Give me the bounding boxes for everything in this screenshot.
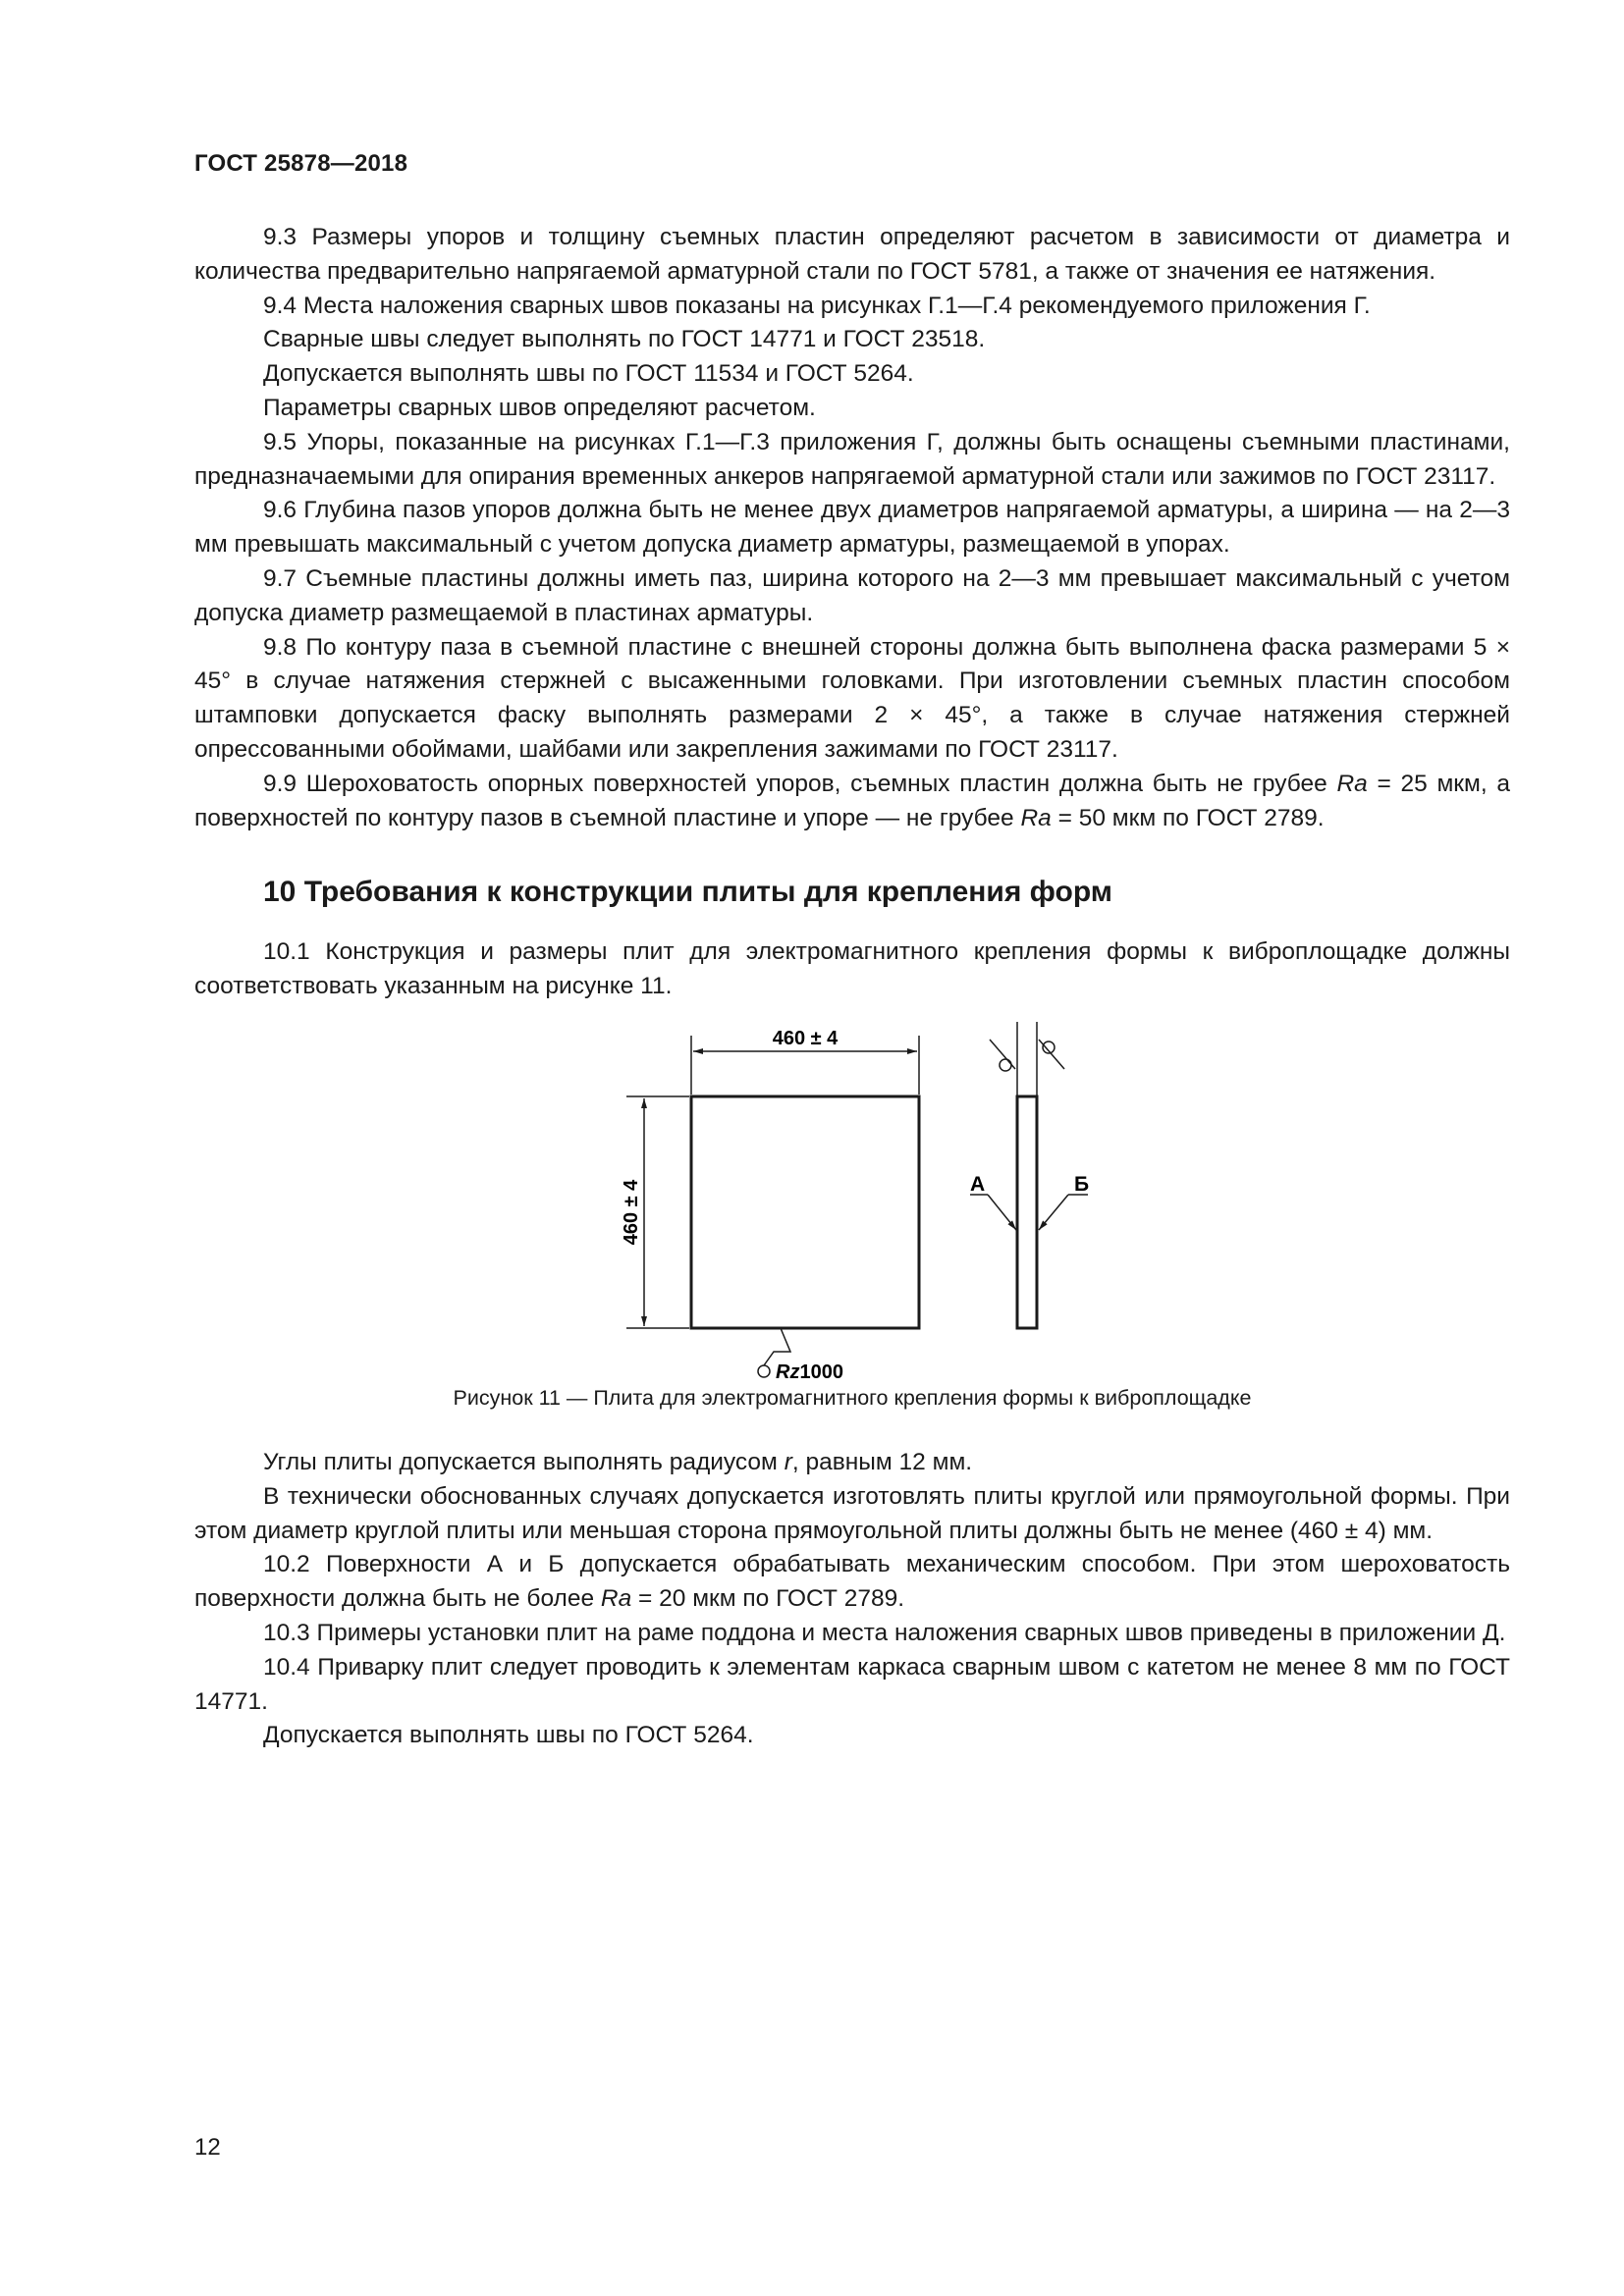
paragraph-10-2: 10.2 Поверхности А и Б допускается обрабатывать механическим способом. При этом шероховатость поверхности должна быть не более Ra = 20 мкм по ГОСТ 2789. xyxy=(194,1551,1510,1613)
paragraph-10-4: 10.4 Приварку плит следует проводить к элементам каркаса сварным швом с катетом не менее 8 мм по ГОСТ 14771. xyxy=(194,1653,1510,1715)
roughness-rz: Rz xyxy=(776,1361,800,1383)
surface-mark-left-icon xyxy=(1000,1059,1011,1071)
surface-label-a: А xyxy=(970,1172,986,1196)
page-content xyxy=(194,221,1510,1753)
plate-front-view xyxy=(691,1096,919,1328)
paragraph-welds-allowed: Допускается выполнять швы по ГОСТ 11534 и ГОСТ 5264. xyxy=(263,360,914,388)
paragraph-9-6: 9.6 Глубина пазов упоров должна быть не менее двух диаметров напрягаемой арматуры, а ширина — на 2—3 мм превышать максимальный с учетом допуска диаметр арматуры, размещаемой в упорах. xyxy=(194,497,1510,559)
figure-11-caption: Рисунок 11 — Плита для электромагнитного крепления формы к виброплощадке xyxy=(453,1385,1252,1410)
leader-b-arrow xyxy=(1039,1195,1068,1230)
paragraph-9-8: 9.8 По контуру паза в съемной пластине с внешней стороны должна быть выполнена фаска размерами 5 × 45° в случае натяжения стержней с высаженными головками. При изготовлении съемных пластин способом штамповки допускается фаску выполнять размерами 2 × 45°, а также в случае натяжения стержней опрессованными обоймами, шайбами или закрепления зажимами по ГОСТ 23117. xyxy=(194,633,1510,763)
figure-11 xyxy=(194,1018,1510,1383)
plate-side-view xyxy=(1017,1096,1037,1328)
roughness-leader xyxy=(764,1328,790,1365)
paragraph-welds: Сварные швы следует выполнять по ГОСТ 14771 и ГОСТ 23518. xyxy=(263,326,986,353)
paragraph-weld-params: Параметры сварных швов определяют расчетом. xyxy=(263,394,816,421)
paragraph-9-5: 9.5 Упоры, показанные на рисунках Г.1—Г.3 приложения Г, должны быть оснащены съемными пластинами, предназначаемыми для опирания временных анкеров напрягаемой арматурной стали или зажимов по ГОСТ 23117. xyxy=(194,428,1510,490)
svg-text:Rz1000 xyxy=(776,1362,843,1383)
page-number: 12 xyxy=(194,2134,221,2161)
roughness-value: 1000 xyxy=(799,1361,843,1383)
height-dimension-text: 460 ± 4 xyxy=(621,1179,642,1246)
paragraph-10-1: 10.1 Конструкция и размеры плит для электромагнитного крепления формы к виброплощадке должны соответствовать указанным на рисунке 11. xyxy=(194,938,1510,1000)
paragraph-9-4: 9.4 Места наложения сварных швов показаны на рисунках Г.1—Г.4 рекомендуемого приложения Г. xyxy=(263,292,1371,319)
width-dimension-text: 460 ± 4 xyxy=(772,1027,839,1049)
paragraph-9-9: 9.9 Шероховатость опорных поверхностей упоров, съемных пластин должна быть не грубее Ra = 25 мкм, а поверхностей по контуру пазов в съемной пластине и упоре — не грубее Ra = 50 мкм по ГОСТ 2789. xyxy=(194,770,1510,831)
paragraph-9-7: 9.7 Съемные пластины должны иметь паз, ширина которого на 2—3 мм превышает максимальный с учетом допуска диаметр размещаемой в пластинах арматуры. xyxy=(194,564,1510,626)
paragraph-welds-5264: Допускается выполнять швы по ГОСТ 5264. xyxy=(263,1722,754,1749)
paragraph-9-3: 9.3 Размеры упоров и толщину съемных пластин определяют расчетом в зависимости от диаметра и количества предварительно напрягаемой арматурной стали по ГОСТ 5781, а также от значения ее натяжения. xyxy=(194,224,1510,285)
paragraph-10-3: 10.3 Примеры установки плит на раме поддона и места наложения сварных швов приведены в приложении Д. xyxy=(263,1619,1506,1646)
surface-label-b: Б xyxy=(1074,1172,1090,1196)
paragraph-corners: Углы плиты допускается выполнять радиусом r, равным 12 мм. xyxy=(263,1448,973,1475)
section-10-title: 10 Требования к конструкции плиты для крепления форм xyxy=(263,876,1112,909)
surface-mark-right-line xyxy=(1039,1040,1064,1069)
paragraph-shape: В технически обоснованных случаях допускается изготовлять плиты круглой или прямоугольной формы. При этом диаметр круглой плиты или меньшая сторона прямоугольной плиты должны быть не менее (460 ± 4) мм. xyxy=(194,1482,1510,1544)
leader-a-arrow xyxy=(988,1195,1016,1230)
plate-drawing xyxy=(194,1018,1510,1383)
document-header: ГОСТ 25878—2018 xyxy=(194,150,408,177)
roughness-circle-icon xyxy=(758,1365,770,1377)
